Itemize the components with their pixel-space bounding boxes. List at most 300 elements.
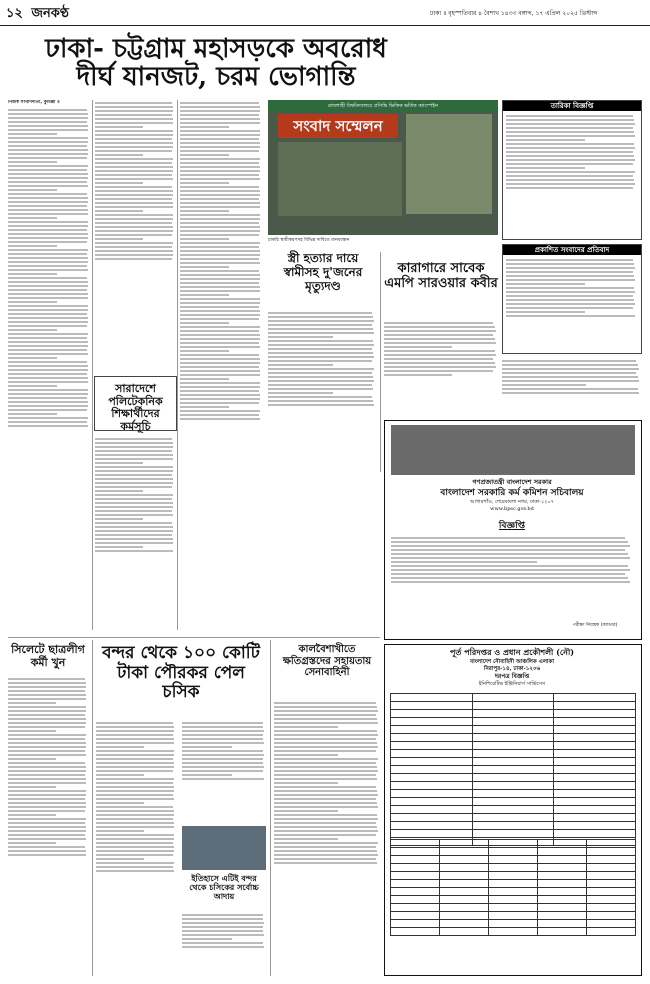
text-line (506, 271, 633, 273)
lead-story-col3 (180, 100, 262, 630)
text-line (182, 762, 263, 764)
table-cell (391, 774, 473, 782)
text-line (95, 510, 172, 512)
sidebar-box-1 (502, 100, 642, 240)
table-row (391, 750, 636, 758)
text-line (8, 113, 88, 115)
table-cell (472, 742, 554, 750)
text-line (274, 842, 378, 844)
text-line (384, 342, 496, 344)
text-line (8, 814, 56, 816)
text-line (384, 346, 452, 348)
text-line (391, 549, 625, 551)
psc-advertisement (384, 420, 642, 640)
text-line (8, 421, 87, 423)
text-line (274, 774, 376, 776)
text-line (96, 722, 173, 724)
text-line (8, 265, 87, 267)
text-line (95, 242, 173, 244)
text-line (268, 368, 374, 370)
text-line (180, 366, 259, 368)
text-line (180, 318, 259, 320)
text-line (268, 400, 373, 402)
text-line (506, 291, 635, 293)
table-cell (472, 790, 554, 798)
text-line (180, 414, 259, 416)
table-cell (440, 840, 489, 848)
sub-port-story (182, 912, 266, 976)
text-line (95, 530, 173, 532)
table-row (391, 710, 636, 718)
text-line (180, 102, 259, 104)
text-line (180, 362, 260, 364)
text-line (96, 850, 174, 852)
table-row (391, 920, 636, 928)
text-line (8, 233, 88, 235)
table-cell (440, 864, 489, 872)
table-cell (538, 880, 587, 888)
text-line (180, 330, 259, 332)
text-line (96, 746, 144, 748)
lead-story-col2 (95, 100, 175, 370)
text-line (384, 326, 495, 328)
table-cell (391, 790, 473, 798)
text-line (180, 114, 259, 116)
text-line (95, 438, 172, 440)
text-line (8, 778, 86, 780)
text-line (274, 702, 376, 704)
text-line (96, 734, 173, 736)
text-line (180, 390, 259, 392)
table-cell (472, 798, 554, 806)
table-cell (391, 928, 440, 936)
text-line (180, 198, 259, 200)
text-line (268, 376, 373, 378)
text-line (182, 918, 263, 920)
text-line (268, 344, 374, 346)
text-line (180, 162, 259, 164)
text-line (8, 385, 57, 387)
text-line (95, 446, 173, 448)
table-cell (538, 896, 587, 904)
text-line (8, 846, 85, 848)
table-cell (472, 718, 554, 726)
table-cell (440, 872, 489, 880)
text-line (95, 202, 173, 204)
text-line (8, 754, 86, 756)
text-line (180, 270, 259, 272)
text-line (8, 369, 88, 371)
text-line (506, 155, 634, 157)
text-line (8, 349, 87, 351)
psc-org-line2: বাংলাদেশ সরকারি কর্ম কমিশন সচিবালয় (440, 488, 584, 498)
text-line (95, 234, 172, 236)
text-line (268, 364, 333, 366)
text-line (8, 253, 87, 255)
text-line (506, 123, 635, 125)
text-line (95, 214, 173, 216)
text-line (180, 322, 229, 324)
text-line (95, 502, 173, 504)
text-line (180, 142, 260, 144)
table-cell (554, 790, 636, 798)
text-line (8, 377, 88, 379)
text-line (96, 798, 174, 800)
text-line (95, 238, 143, 240)
text-line (274, 742, 377, 744)
text-line (506, 183, 635, 185)
text-line (95, 466, 173, 468)
text-line (506, 143, 634, 145)
text-line (8, 165, 88, 167)
text-line (8, 181, 87, 183)
table-cell (472, 822, 554, 830)
people-photo (278, 142, 402, 216)
text-line (274, 710, 378, 712)
text-line (182, 922, 264, 924)
text-line (506, 267, 635, 269)
text-line (95, 526, 173, 528)
text-line (96, 770, 173, 772)
text-line (8, 321, 88, 323)
text-line (502, 372, 636, 374)
text-line (95, 518, 143, 520)
text-line (95, 538, 173, 540)
text-line (95, 490, 143, 492)
table-cell (554, 782, 636, 790)
text-line (8, 229, 87, 231)
table-cell (489, 872, 538, 880)
text-line (274, 758, 378, 760)
text-line (180, 254, 260, 256)
table-cell (472, 694, 554, 702)
table-cell (489, 856, 538, 864)
text-line (268, 384, 372, 386)
table-row (391, 694, 636, 702)
text-line (8, 734, 86, 736)
text-line (180, 310, 260, 312)
psc-website[interactable]: www.bpsc.gov.bd (490, 506, 534, 512)
sidebar-box-2-text (503, 255, 641, 354)
table-row (391, 782, 636, 790)
table-cell (538, 920, 587, 928)
text-line (95, 258, 172, 260)
table-cell (391, 848, 440, 856)
text-line (8, 241, 87, 243)
table-row (391, 726, 636, 734)
text-line (182, 722, 263, 724)
text-line (274, 830, 378, 832)
text-line (8, 249, 88, 251)
text-line (96, 830, 144, 832)
text-line (95, 210, 143, 212)
text-line (180, 226, 260, 228)
text-line (8, 345, 88, 347)
text-line (95, 166, 173, 168)
text-line (180, 398, 260, 400)
text-line (180, 374, 260, 376)
text-line (180, 222, 259, 224)
text-line (506, 279, 635, 281)
table-row (391, 766, 636, 774)
text-line (274, 850, 377, 852)
press-conference-photo (268, 100, 498, 235)
text-line (95, 174, 172, 176)
text-line (274, 754, 338, 756)
page-number (6, 4, 69, 25)
text-line (180, 402, 259, 404)
port-story-col2 (182, 720, 266, 820)
text-line (182, 778, 264, 780)
table-cell (391, 718, 473, 726)
table-cell (391, 710, 473, 718)
table-cell (587, 840, 636, 848)
text-line (95, 134, 173, 136)
table-cell (489, 920, 538, 928)
table-row (391, 814, 636, 822)
text-line (180, 346, 260, 348)
text-line (180, 302, 260, 304)
text-line (268, 324, 372, 326)
table-cell (554, 726, 636, 734)
table-cell (391, 864, 440, 872)
text-line (180, 242, 260, 244)
text-line (8, 205, 87, 207)
text-line (180, 282, 259, 284)
text-line (8, 141, 88, 143)
text-line (391, 545, 630, 547)
table-row (391, 830, 636, 838)
text-line (391, 553, 628, 555)
table-cell (554, 766, 636, 774)
text-line (8, 209, 88, 211)
text-line (95, 178, 173, 180)
text-line (8, 317, 88, 319)
text-line (8, 193, 87, 195)
text-line (96, 790, 174, 792)
text-line (95, 458, 173, 460)
text-line (180, 290, 260, 292)
text-line (268, 380, 374, 382)
sidebar-box-2-title: প্রকাশিত সংবাদের প্রতিবাদ (503, 245, 641, 255)
text-line (274, 730, 377, 732)
text-line (8, 798, 85, 800)
text-line (8, 153, 88, 155)
table-cell (489, 912, 538, 920)
text-line (182, 914, 263, 916)
tender-org: পূর্ত পরিদপ্তর ও প্রধান প্রকৌশলী (নৌ) (449, 647, 575, 657)
table-cell (391, 814, 473, 822)
text-line (180, 170, 260, 172)
table-cell (538, 856, 587, 864)
text-line (274, 806, 378, 808)
text-line (8, 285, 88, 287)
table-cell (587, 848, 636, 856)
text-line (180, 178, 260, 180)
text-line (8, 357, 57, 359)
text-line (8, 774, 85, 776)
table-cell (554, 830, 636, 838)
text-line (8, 185, 88, 187)
text-line (8, 842, 56, 844)
text-line (506, 135, 635, 137)
table-row (391, 734, 636, 742)
table-cell (391, 766, 473, 774)
text-line (180, 182, 229, 184)
text-line (506, 179, 634, 181)
table-cell (554, 694, 636, 702)
text-line (180, 354, 259, 356)
text-line (95, 550, 173, 552)
column-divider (270, 640, 271, 976)
table-cell (587, 896, 636, 904)
text-line (180, 234, 259, 236)
text-line (180, 150, 259, 152)
table-cell (489, 840, 538, 848)
text-line (8, 762, 85, 764)
text-line (274, 814, 377, 816)
photo-caption: চাকরি স্থায়ীকরণসহ বিভিন্ন দাবিতে মানববন্ধন (268, 238, 350, 243)
table-cell (554, 798, 636, 806)
text-line (180, 358, 260, 360)
table-cell (472, 782, 554, 790)
text-line (8, 149, 88, 151)
text-line (180, 218, 260, 220)
text-line (506, 175, 633, 177)
text-line (8, 738, 85, 740)
text-line (180, 194, 260, 196)
text-line (95, 470, 173, 472)
table-cell (391, 750, 473, 758)
text-line (8, 409, 87, 411)
table-cell (489, 880, 538, 888)
text-line (180, 278, 260, 280)
text-line (96, 854, 173, 856)
text-line (96, 842, 173, 844)
text-line (506, 167, 585, 169)
text-line (268, 332, 374, 334)
text-line (95, 546, 143, 548)
text-line (8, 682, 86, 684)
table-row (391, 912, 636, 920)
table-cell (587, 880, 636, 888)
text-line (180, 286, 260, 288)
chittagong-story (8, 676, 88, 976)
text-line (8, 393, 88, 395)
text-line (8, 329, 57, 331)
table-cell (587, 888, 636, 896)
text-line (274, 834, 376, 836)
text-line (95, 186, 172, 188)
text-line (96, 802, 144, 804)
text-line (96, 754, 174, 756)
table-cell (554, 774, 636, 782)
text-line (95, 130, 173, 132)
text-line (180, 298, 260, 300)
text-line (8, 197, 88, 199)
table-row (391, 806, 636, 814)
table-cell (440, 928, 489, 936)
text-line (8, 830, 86, 832)
table-cell (440, 856, 489, 864)
text-line (8, 694, 86, 696)
text-line (274, 706, 377, 708)
text-line (268, 388, 373, 390)
text-line (180, 146, 260, 148)
text-line (96, 762, 174, 764)
text-line (180, 202, 260, 204)
text-line (8, 129, 88, 131)
text-line (268, 392, 333, 394)
table-cell (440, 888, 489, 896)
text-line (8, 325, 87, 327)
text-line (8, 173, 88, 175)
tender-details-table (390, 693, 636, 833)
text-line (8, 818, 86, 820)
text-line (8, 261, 88, 263)
text-line (274, 802, 377, 804)
text-line (8, 177, 88, 179)
table-cell (538, 904, 587, 912)
table-cell (554, 734, 636, 742)
text-line (96, 758, 173, 760)
text-line (384, 358, 493, 360)
table-cell (391, 702, 473, 710)
table-row (391, 742, 636, 750)
text-line (274, 766, 377, 768)
text-line (95, 494, 173, 496)
lead-headline-line2: দীর্ঘ যানজট, চরম ভোগান্তি (76, 62, 356, 92)
table-row (391, 864, 636, 872)
table-cell (587, 856, 636, 864)
text-line (180, 306, 259, 308)
table-cell (538, 840, 587, 848)
text-line (180, 110, 260, 112)
text-line (182, 938, 232, 940)
table-row (391, 848, 636, 856)
text-line (182, 742, 264, 744)
text-line (8, 826, 86, 828)
text-line (180, 122, 260, 124)
text-line (8, 802, 86, 804)
text-line (180, 258, 259, 260)
text-line (274, 746, 378, 748)
text-line (274, 714, 376, 716)
text-line (274, 734, 378, 736)
text-line (8, 718, 86, 720)
text-line (391, 557, 630, 559)
text-line (8, 121, 87, 123)
text-line (8, 425, 88, 427)
column-divider (92, 640, 93, 976)
text-line (96, 742, 174, 744)
text-line (8, 137, 88, 139)
text-line (274, 738, 376, 740)
text-line (95, 450, 172, 452)
text-line (8, 405, 88, 407)
table-cell (391, 734, 473, 742)
murder-headline: স্ত্রী হত্যার দায়ে স্বামীসহ দু'জনের মৃত্যুদণ্ড (283, 251, 363, 293)
section-divider (8, 637, 380, 638)
text-line (391, 573, 625, 575)
sidebar-box-2 (502, 244, 642, 354)
text-line (8, 117, 88, 119)
text-line (95, 226, 173, 228)
table-cell (554, 814, 636, 822)
text-line (274, 782, 338, 784)
table-cell (472, 750, 554, 758)
text-line (8, 245, 57, 247)
